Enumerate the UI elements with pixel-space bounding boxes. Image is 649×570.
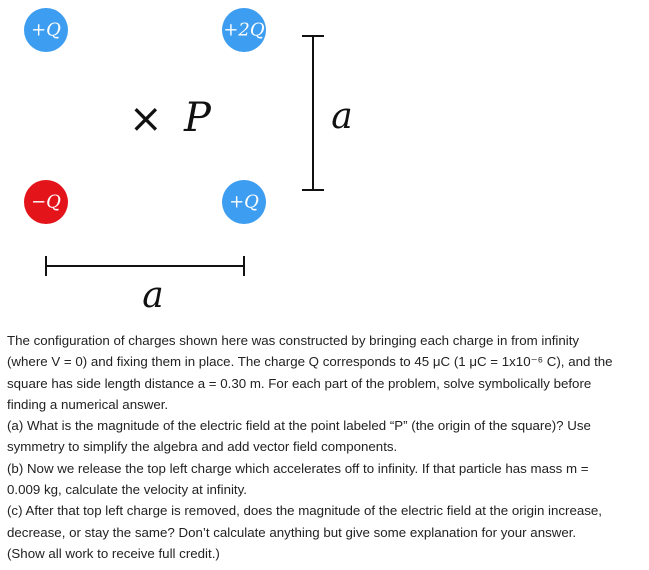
problem-part-b: (b) Now we release the top left charge which accelerates off to infinity. If that particle has mass m = [7, 460, 589, 476]
problem-footer-note: (Show all work to receive full credit.) [7, 545, 220, 561]
problem-line: decrease, or stay the same? Don’t calculate anything but give some explanation for your answer. [7, 524, 577, 540]
charge-top-right [222, 8, 266, 52]
horizontal-dimension-bar [46, 256, 244, 276]
problem-statement [7, 330, 641, 564]
problem-line: 0.009 kg, calculate the velocity at infinity. [7, 482, 247, 498]
charge-bottom-left [24, 180, 68, 224]
problem-part-c: (c) After that top left charge is removed, does the magnitude of the electric field at the origin increase, [7, 503, 602, 519]
point-p-label: P [184, 95, 211, 141]
charge-top-left [24, 8, 68, 52]
vertical-dimension-bar [302, 36, 324, 190]
charge-bottom-right-label: +Q [229, 191, 259, 213]
problem-line: The configuration of charges shown here was constructed by bringing each charge in from infinity [7, 333, 580, 348]
point-p-marker: × [129, 96, 163, 142]
charge-top-left-label: +Q [31, 19, 61, 41]
vertical-side-label: a [331, 96, 353, 137]
problem-line: finding a numerical answer. [7, 396, 169, 412]
charge-bottom-right [222, 180, 266, 224]
problem-line: square has side length distance a = 0.30 m. For each part of the problem, solve symbolically before [7, 375, 592, 391]
charge-top-right-label: +2Q [223, 19, 265, 41]
problem-line: symmetry to simplify the algebra and add vector field components. [7, 439, 398, 455]
problem-line: (where V = 0) and fixing them in place. The charge Q corresponds to 45 μC (1 μC = 1x10⁻⁶ C), and the [7, 354, 613, 370]
horizontal-side-label: a [142, 275, 164, 316]
charge-bottom-left-label: −Q [31, 191, 61, 213]
problem-part-a: (a) What is the magnitude of the electric field at the point labeled “P” (the origin of the square)? Use [7, 418, 591, 434]
